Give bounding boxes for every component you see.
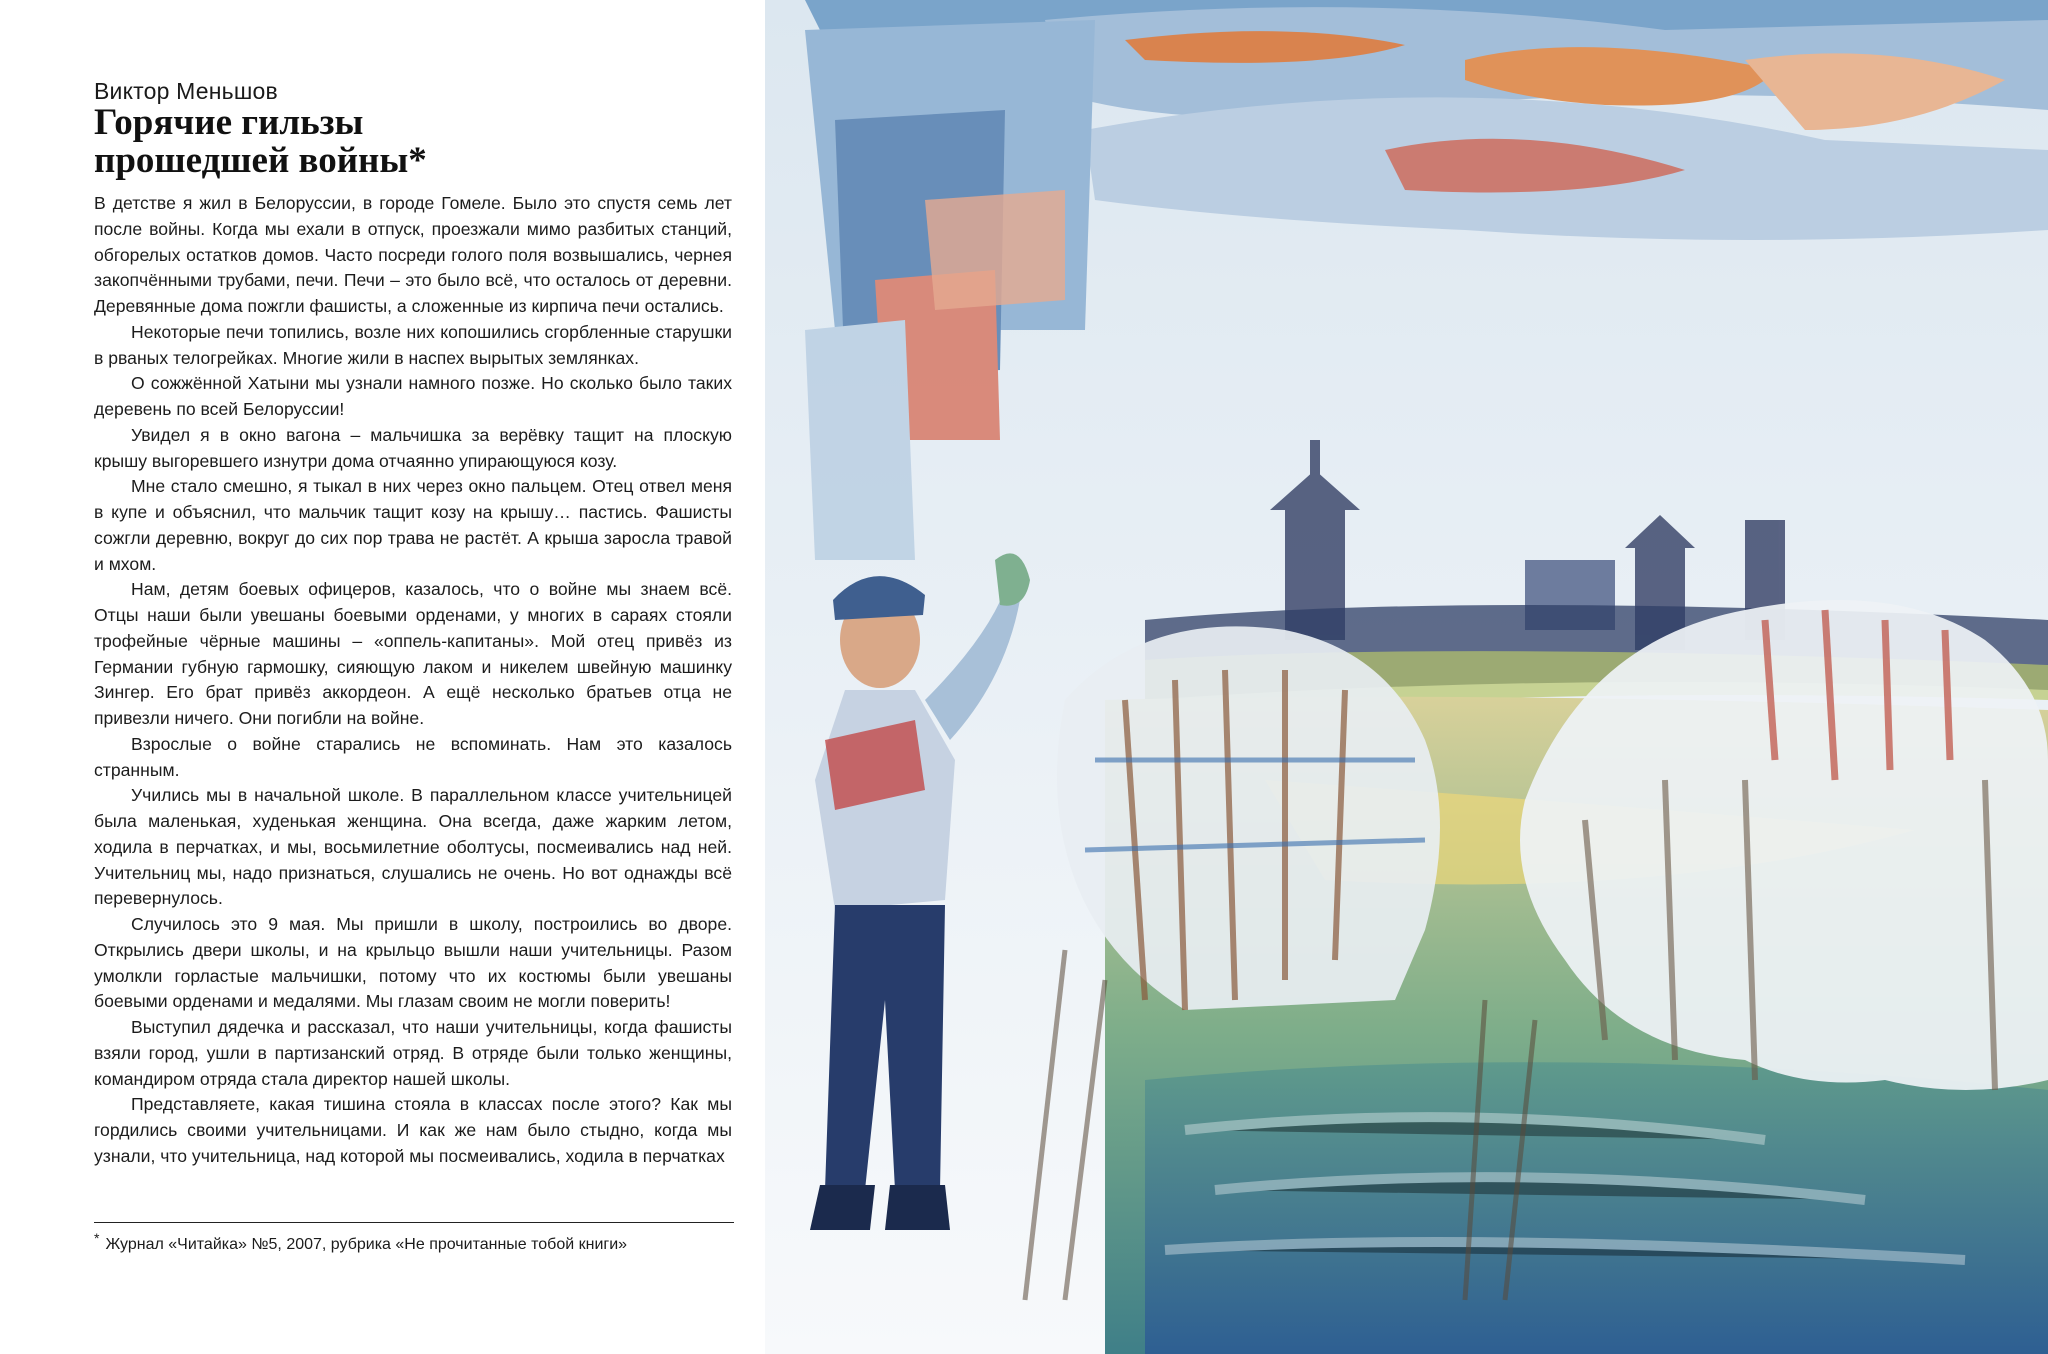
ground-water xyxy=(1145,1062,2048,1354)
article-title xyxy=(94,104,734,180)
paragraph: В детстве я жил в Белоруссии, в городе Гомеле. Было это спустя семь лет после войны. Когда мы ехали в отпуск, проезжали мимо разбитых станций, обгорелых остатков домов. Часто посреди голого поля возвышались, чернея закопчёнными трубами, печи. Печи – это было всё, что осталось от деревни. Деревянные дома пожгли фашисты, а сложенные из кирпича печи остались. xyxy=(94,193,732,316)
author-name: Виктор Меньшов xyxy=(94,78,278,104)
illustration-boy-with-horses xyxy=(765,0,2048,1354)
paragraph: Представляете, какая тишина стояла в классах после этого? Как мы гордились своими учительницами. И как же нам было стыдно, когда мы узнали, что учительница, над которой мы посмеивались, ходила в перчатках xyxy=(94,1094,732,1166)
left-page xyxy=(0,0,765,1354)
paragraph: Некоторые печи топились, возле них копошились сгорбленные старушки в рваных телогрейках. Многие жили в наспех вырытых землянках. xyxy=(94,321,732,368)
paragraph: Увидел я в окно вагона – мальчишка за верёвку тащит на плоскую крышу выгоревшего изнутри дома отчаянно упирающуюся козу. xyxy=(94,424,732,471)
paragraph: Нам, детям боевых офицеров, казалось, что о войне мы знаем всё. Отцы наши были увешаны боевыми орденами, у многих в сараях стояли трофейные чёрные машины – «оппель-капитаны». Мой отец привёз из Германии губную гармошку, сияющую лаком и никелем швейную машинку Зингер. Его брат привёз аккордеон. А ещё несколько братьев отца не привезли ничего. Они погибли на войне. xyxy=(94,579,732,728)
illustration-page xyxy=(765,0,2048,1354)
article-body xyxy=(94,191,732,1170)
paragraph: О сожжённой Хатыни мы узнали намного позже. Но сколько было таких деревень по всей Белоруссии! xyxy=(94,373,732,419)
paragraph: Взрослые о войне старались не вспоминать. Нам это казалось странным. xyxy=(94,733,732,780)
title-line-1: Горячие гильзы xyxy=(94,102,364,143)
paragraph: Мне стало смешно, я тыкал в них через окно пальцем. Отец отвел меня в купе и объяснил, что мальчик тащит козу на крышу… пастись. Фашисты сожгли деревню, вокруг до сих пор трава не растёт. А крыша заросла травой и мхом. xyxy=(94,476,732,574)
footnote-text: Журнал «Читайка» №5, 2007, рубрика «Не прочитанные тобой книги» xyxy=(105,1236,628,1253)
paragraph: Учились мы в начальной школе. В параллельном классе учительницей была маленькая, худенькая женщина. Она всегда, даже жарким летом, ходила в перчатках, и мы, восьмилетние оболтусы, посмеивались над ней. Учительниц мы, надо признаться, слушались не очень. Но вот однажды всё перевернулось. xyxy=(94,785,732,909)
paragraph: Выступил дядечка и рассказал, что наши учительницы, когда фашисты взяли город, ушли в партизанский отряд. В отряде были только женщины, командиром отряда стала директор нашей школы. xyxy=(94,1017,732,1089)
footnote-divider xyxy=(94,1222,734,1223)
paragraph: Случилось это 9 мая. Мы пришли в школу, построились во дворе. Открылись двери школы, и на крыльцо вышли наши учительницы. Разом умолкли горластые мальчишки, потому что их костюмы были увешаны боевыми орденами и медалями. Мы глазам своим не могли поверить! xyxy=(94,914,732,1012)
title-line-2: прошедшей войны* xyxy=(94,140,427,181)
footnote-mark: * xyxy=(94,1230,100,1246)
footnote xyxy=(94,1230,627,1254)
